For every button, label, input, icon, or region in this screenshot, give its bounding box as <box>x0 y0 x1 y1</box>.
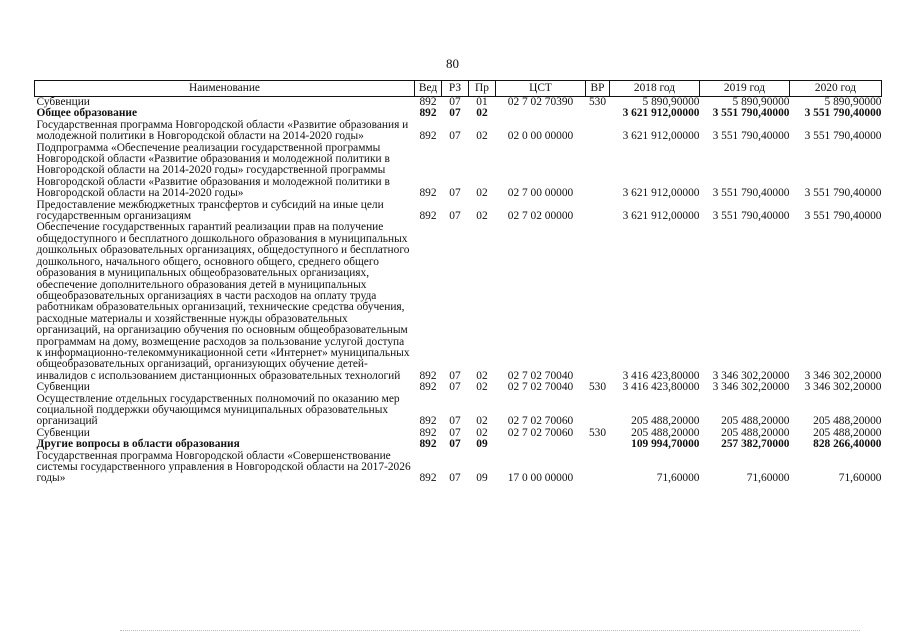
row-pr: 02 <box>476 130 488 143</box>
row-vr <box>586 222 610 382</box>
row-ved: 892 <box>419 472 437 485</box>
row-value-2019: 5 890,90000 <box>732 96 790 108</box>
row-value-2019: 3 551 790,40000 <box>712 210 790 223</box>
row-value-2020: 71,60000 <box>838 472 882 485</box>
table-header-row <box>35 81 882 97</box>
row-rz: 07 <box>449 426 461 439</box>
table-row <box>35 200 882 223</box>
row-name: Субвенции <box>36 96 90 108</box>
row-vr <box>586 143 610 200</box>
row-name: Государственная программа Новгородской области «Совершенствование системы государственного управления в Новгородской области на 2017-2026 годы» <box>36 449 411 485</box>
row-value-2018: 3 416 423,80000 <box>622 381 700 394</box>
col-header-ved: Вед <box>415 81 442 97</box>
row-pr: 02 <box>476 426 488 439</box>
row-value-2018: 109 994,70000 <box>631 438 700 451</box>
row-pr: 02 <box>476 369 488 382</box>
row-value-2019: 257 382,70000 <box>721 438 790 451</box>
row-value-2020: 828 266,40000 <box>813 438 882 451</box>
row-ved: 892 <box>419 96 437 108</box>
row-value-2020: 3 551 790,40000 <box>804 187 882 200</box>
row-cst: 02 7 02 70060 <box>507 415 574 428</box>
table-row <box>35 439 882 450</box>
budget-table <box>34 80 882 485</box>
col-header-cst: ЦСТ <box>496 81 586 97</box>
row-pr: 02 <box>476 187 488 200</box>
row-value-2020: 3 551 790,40000 <box>804 107 882 120</box>
row-pr: 01 <box>476 96 488 108</box>
row-value-2019: 3 551 790,40000 <box>712 187 790 200</box>
row-rz: 07 <box>449 130 461 143</box>
row-value-2019: 71,60000 <box>746 472 790 485</box>
row-cst <box>496 108 586 119</box>
row-rz: 07 <box>449 107 461 120</box>
row-vr <box>586 439 610 450</box>
row-rz: 07 <box>449 415 461 428</box>
col-header-2018: 2018 год <box>610 81 700 97</box>
row-ved: 892 <box>419 130 437 143</box>
footer-divider <box>120 630 860 631</box>
row-cst: 02 7 02 70040 <box>507 369 574 382</box>
row-name: Подпрограмма «Обеспечение реализации государственной программы Новгородской области «Развитие образования и молодежной политики в Новгородской области на 2014-2020 годы» государственной программы Новгородской области «Развитие образования и молодежной политики в Новгородской области на 2014-2020 годы» <box>36 141 390 200</box>
row-value-2020: 3 551 790,40000 <box>804 130 882 143</box>
row-ved: 892 <box>419 381 437 394</box>
row-cst: 02 7 02 70390 <box>507 96 574 108</box>
row-value-2020: 205 488,20000 <box>813 426 882 439</box>
row-value-2019: 205 488,20000 <box>721 415 790 428</box>
row-vr <box>586 108 610 119</box>
row-name: Предоставление межбюджетных трансфертов и субсидий на иные цели государственным организациям <box>36 198 384 223</box>
col-header-2019: 2019 год <box>700 81 790 97</box>
row-value-2018: 3 621 912,00000 <box>622 210 700 223</box>
row-value-2019: 3 346 302,20000 <box>712 381 790 394</box>
row-rz: 07 <box>449 187 461 200</box>
row-vr <box>586 394 610 428</box>
row-cst <box>496 439 586 450</box>
row-ved: 892 <box>419 415 437 428</box>
col-header-2020: 2020 год <box>790 81 882 97</box>
row-value-2018: 3 621 912,00000 <box>622 187 700 200</box>
row-rz: 07 <box>449 210 461 223</box>
row-name: Другие вопросы в области образования <box>36 438 240 451</box>
row-ved: 892 <box>419 210 437 223</box>
row-value-2019: 3 551 790,40000 <box>712 107 790 120</box>
table-row <box>35 394 882 428</box>
row-value-2018: 5 890,90000 <box>642 96 700 108</box>
row-value-2020: 205 488,20000 <box>813 415 882 428</box>
row-value-2018: 3 416 423,80000 <box>622 369 700 382</box>
row-value-2020: 3 346 302,20000 <box>804 369 882 382</box>
row-ved: 892 <box>419 369 437 382</box>
row-pr: 02 <box>476 381 488 394</box>
col-header-vr: ВР <box>586 81 610 97</box>
row-value-2020: 3 346 302,20000 <box>804 381 882 394</box>
row-rz: 07 <box>449 96 461 108</box>
row-value-2019: 3 551 790,40000 <box>712 130 790 143</box>
col-header-name: Наименование <box>35 81 415 97</box>
row-value-2018: 205 488,20000 <box>631 426 700 439</box>
row-ved: 892 <box>419 438 437 451</box>
row-cst: 02 0 00 00000 <box>507 130 574 143</box>
row-value-2020: 5 890,90000 <box>824 96 882 108</box>
row-value-2018: 71,60000 <box>656 472 700 485</box>
row-name: Субвенции <box>36 426 90 439</box>
row-rz: 07 <box>449 472 461 485</box>
row-name: Общее образование <box>36 107 138 120</box>
row-cst: 02 7 00 00000 <box>507 187 574 200</box>
row-ved: 892 <box>419 107 437 120</box>
col-header-pr: Пр <box>469 81 496 97</box>
table-row <box>35 451 882 485</box>
row-value-2018: 205 488,20000 <box>631 415 700 428</box>
row-name: Государственная программа Новгородской области «Развитие образования и молодежной политики в Новгородской области на 2014-2020 годы» <box>36 118 409 143</box>
row-cst: 02 7 02 70040 <box>507 381 574 394</box>
row-pr: 02 <box>476 415 488 428</box>
row-vr: 530 <box>588 426 607 439</box>
budget-table-container <box>34 80 881 485</box>
row-ved: 892 <box>419 426 437 439</box>
row-name: Обеспечение государственных гарантий реализации прав на получение общедоступного и бесплатного дошкольного образования в муниципальных дошкольных образовательных организациях, общедоступного и бесплатного дошкольного, начального общего, основного общего, среднего общего образования в муниципальных общеобразовательных организациях, обеспечение дополнительного образования детей в муниципальных общеобразовательных организациях в части расходов на оплату труда работникам образовательных организаций, технические средства обучения, расходные материалы и хозяйственные нужды образовательных организаций, на организацию обучения по основным общеобразовательным программам на дому, возмещение расходов за пользование услугой доступа к информационно-телекоммуникационной сети «Интернет» муниципальных общеобразовательных организаций, организующих обучение детей-инвалидов с использованием дистанционных образовательных технологий <box>36 221 410 382</box>
row-name: Осуществление отдельных государственных полномочий по оказанию мер социальной поддержки обучающимся муниципальных образовательных организаций <box>36 392 400 428</box>
row-vr <box>586 451 610 485</box>
row-pr: 02 <box>476 107 488 120</box>
row-rz: 07 <box>449 369 461 382</box>
row-pr: 09 <box>476 472 488 485</box>
row-value-2020: 3 551 790,40000 <box>804 210 882 223</box>
table-row <box>35 222 882 382</box>
row-rz: 07 <box>449 438 461 451</box>
col-header-rz: РЗ <box>442 81 469 97</box>
table-row <box>35 120 882 143</box>
row-vr <box>586 120 610 143</box>
table-row <box>35 143 882 200</box>
row-vr <box>586 200 610 223</box>
page-number: 80 <box>446 56 459 71</box>
row-rz: 07 <box>449 381 461 394</box>
row-value-2018: 3 621 912,00000 <box>622 107 700 120</box>
row-pr: 02 <box>476 210 488 223</box>
row-vr: 530 <box>588 96 607 108</box>
row-value-2019: 205 488,20000 <box>721 426 790 439</box>
table-row <box>35 382 882 393</box>
row-name: Субвенции <box>36 381 90 394</box>
row-ved: 892 <box>419 187 437 200</box>
row-cst: 17 0 00 00000 <box>507 472 574 485</box>
row-pr: 09 <box>476 438 488 451</box>
row-cst: 02 7 02 70060 <box>507 426 574 439</box>
row-value-2018: 3 621 912,00000 <box>622 130 700 143</box>
row-cst: 02 7 02 00000 <box>507 210 574 223</box>
row-value-2019: 3 346 302,20000 <box>712 369 790 382</box>
row-vr: 530 <box>588 381 607 394</box>
